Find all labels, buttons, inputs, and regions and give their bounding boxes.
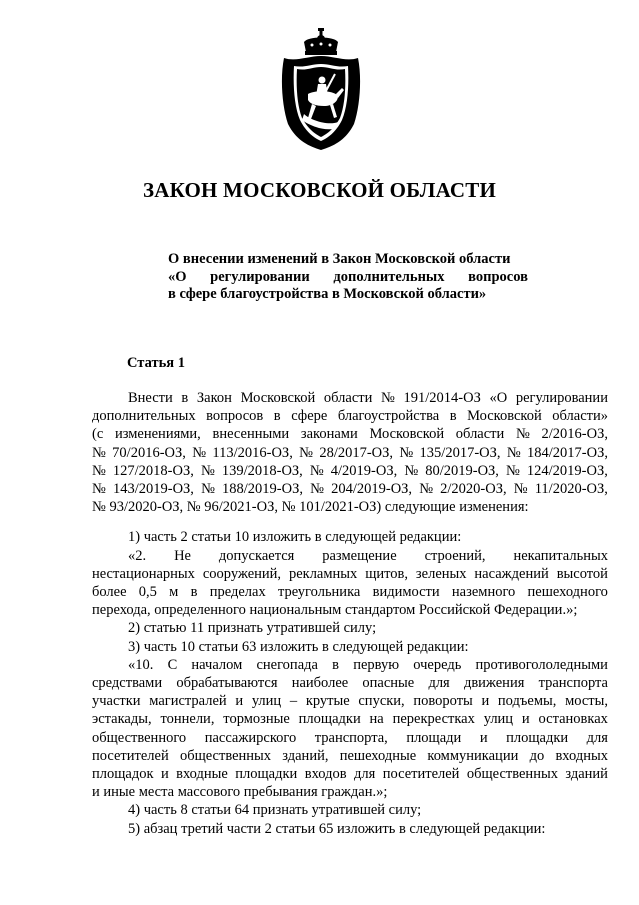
word: до <box>529 747 545 764</box>
word: некапитальных <box>513 547 608 564</box>
intro-line: № 93/2020-ОЗ, № 96/2021-ОЗ, № 101/2021-ОЗ) следующие изменения: <box>92 499 529 516</box>
word: 28/2017-ОЗ, <box>319 444 394 461</box>
word: Внести <box>128 390 173 406</box>
word: пределах <box>209 584 266 601</box>
word: № <box>419 481 434 498</box>
word: № <box>506 444 521 461</box>
word: – <box>289 693 298 710</box>
word: транспорта, <box>314 729 388 746</box>
item-2: 2) статью 11 признать утратившей силу; <box>128 620 377 637</box>
quote-line <box>92 765 608 783</box>
word: площадки <box>506 729 569 746</box>
word: и <box>521 711 530 728</box>
word: внесенными <box>212 426 290 443</box>
word: входные <box>176 766 228 783</box>
word: законами <box>300 426 358 443</box>
word: С <box>167 656 178 673</box>
word: в <box>332 656 339 673</box>
subject-line-3: в сфере благоустройства в Московской области» <box>168 286 487 302</box>
article-heading: Статья 1 <box>127 355 185 371</box>
word: движения <box>463 675 525 692</box>
word: 2/2016-ОЗ, <box>541 426 608 443</box>
word: строений, <box>424 547 486 564</box>
word: площадки <box>298 711 361 728</box>
word: дополнительных <box>92 408 196 425</box>
word: тоннели, <box>160 711 215 728</box>
subject-line-2 <box>168 269 528 287</box>
word: № <box>513 481 528 498</box>
word: рекламных <box>288 565 358 582</box>
word: нестационарных <box>92 565 195 582</box>
word: обрабатываются <box>176 675 278 692</box>
item-3: 3) часть 10 статьи 63 изложить в следующей редакции: <box>128 638 469 655</box>
word: 4/2019-ОЗ, <box>330 462 398 479</box>
word: «2. <box>128 547 147 564</box>
item-5: 5) абзац третий части 2 статьи 65 изложить в следующей редакции: <box>128 820 546 837</box>
word: очередь <box>413 656 462 673</box>
subject-line-1: О внесении изменений в Закон Московской области <box>168 251 511 267</box>
word: наземного <box>451 584 516 601</box>
word: и <box>481 693 490 710</box>
item-1: 1) часть 2 статьи 10 изложить в следующей редакции: <box>128 529 462 546</box>
word: спуски, <box>358 693 405 710</box>
word: допускается <box>218 547 295 564</box>
document-title: ЗАКОН МОСКОВСКОЙ ОБЛАСТИ <box>142 178 497 202</box>
law-subject <box>168 251 528 304</box>
word: снегопада <box>256 656 318 673</box>
word: участки <box>92 693 141 710</box>
word: № <box>299 444 313 461</box>
quote-line <box>92 656 608 674</box>
word: магистралей <box>149 693 227 710</box>
word: общественных <box>466 766 558 783</box>
word: площадки <box>235 766 298 783</box>
word: зданий <box>565 766 608 783</box>
word: коммуникации <box>427 747 519 764</box>
word: зданий, <box>282 747 329 764</box>
word: Московской <box>467 408 542 425</box>
word: № <box>404 462 419 479</box>
quote-line <box>92 547 608 565</box>
word: № <box>309 462 324 479</box>
word: видимости <box>372 584 440 601</box>
word: «10. <box>128 656 154 673</box>
word: № <box>506 462 520 479</box>
intro-line <box>92 480 608 498</box>
word: для <box>586 729 608 746</box>
word: вопросов <box>206 408 264 425</box>
word: началом <box>191 656 243 673</box>
word: входов <box>304 766 347 783</box>
word: 127/2018-ОЗ, <box>112 462 194 479</box>
intro-line <box>92 462 608 480</box>
word: пешеходные <box>339 747 417 764</box>
word: регулировании <box>515 390 608 406</box>
word: м <box>169 584 179 601</box>
word: в <box>181 390 189 406</box>
word: тормозные <box>223 711 290 728</box>
word: площади <box>406 729 462 746</box>
word: первую <box>353 656 400 673</box>
word: подъемы, <box>497 693 557 710</box>
word: 80/2019-ОЗ, <box>425 462 499 479</box>
word: Московской <box>369 426 445 443</box>
word: общественных <box>179 747 272 764</box>
word: 2/2020-ОЗ, <box>440 481 507 498</box>
word: в <box>449 408 457 425</box>
word: размещение <box>322 547 397 564</box>
intro-line <box>92 425 608 443</box>
word: № <box>92 444 106 461</box>
intro-line <box>92 444 608 462</box>
subject-word: «О <box>168 268 187 285</box>
word: № <box>399 444 414 461</box>
word: сфере <box>291 408 328 425</box>
word: более <box>92 584 127 601</box>
word: 143/2019-ОЗ, <box>112 481 194 498</box>
word: № <box>200 462 215 479</box>
word: № <box>515 426 530 443</box>
word: зеленых <box>415 565 467 582</box>
word: «О <box>489 390 508 406</box>
word: Московской <box>240 390 316 406</box>
word: посетителей <box>382 766 460 783</box>
coat-of-arms-icon <box>278 28 364 152</box>
word: 124/2019-ОЗ, <box>526 462 608 479</box>
word: высотой <box>556 565 608 582</box>
word: треугольника <box>277 584 361 601</box>
word: 191/2014-ОЗ <box>403 390 481 406</box>
word: благоустройства <box>337 408 440 425</box>
word: средствами <box>92 675 163 692</box>
word: улиц <box>483 711 514 728</box>
word: транспорта <box>538 675 608 692</box>
word: № <box>381 390 395 406</box>
word: в <box>273 408 281 425</box>
word: площадок <box>92 766 154 783</box>
word: № <box>310 481 324 498</box>
word: наиболее <box>291 675 349 692</box>
subject-word: вопросов <box>468 268 528 285</box>
quote-line <box>92 692 608 710</box>
word: посетителей <box>92 747 169 764</box>
word: на <box>369 711 384 728</box>
word: 139/2018-ОЗ, <box>221 462 303 479</box>
word: сооружений, <box>202 565 282 582</box>
word: 11/2020-ОЗ, <box>534 481 608 498</box>
intro-line <box>92 407 608 425</box>
word: противогололедными <box>475 656 608 673</box>
subject-word: регулировании <box>210 268 310 285</box>
word: № <box>201 481 215 498</box>
quote-line <box>92 710 608 728</box>
quote-line <box>92 729 608 747</box>
word: области <box>323 390 373 406</box>
word: (с <box>92 426 104 443</box>
word: Не <box>174 547 191 564</box>
word: 70/2016-ОЗ, <box>112 444 186 461</box>
item-4: 4) часть 8 статьи 64 признать утратившей силу; <box>128 802 422 819</box>
quote-line <box>92 583 608 601</box>
word: повороты <box>413 693 473 710</box>
quote-line <box>92 674 608 692</box>
word: № <box>192 444 207 461</box>
word: насаждений <box>474 565 549 582</box>
word: Закон <box>196 390 232 406</box>
subject-word: дополнительных <box>333 268 445 285</box>
article-body <box>92 389 608 838</box>
word: пешеходного <box>527 584 608 601</box>
word: области» <box>552 408 608 425</box>
word: пассажирского <box>204 729 297 746</box>
word: улиц <box>251 693 282 710</box>
word: изменениями, <box>114 426 201 443</box>
word: остановках <box>538 711 608 728</box>
word: щитов, <box>365 565 409 582</box>
quote-line <box>92 565 608 583</box>
intro-line <box>92 389 608 407</box>
word: эстакады, <box>92 711 152 728</box>
word: 204/2019-ОЗ, <box>331 481 413 498</box>
word: и <box>160 766 169 783</box>
quote-line <box>92 747 608 765</box>
word: для <box>428 675 450 692</box>
word: в <box>190 584 198 601</box>
quote-line: и иные места массового пребывания граждан.»; <box>92 784 388 801</box>
word: общественного <box>92 729 187 746</box>
word: 113/2016-ОЗ, <box>212 444 293 461</box>
word: входных <box>555 747 608 764</box>
word: № <box>92 462 106 479</box>
word: № <box>92 481 106 498</box>
word: 135/2017-ОЗ, <box>419 444 501 461</box>
word: 0,5 <box>138 584 157 601</box>
word: перекрестках <box>392 711 475 728</box>
quote-line: перехода, определенного национальным стандартом Российской Федерации.»; <box>92 602 578 619</box>
word: 188/2019-ОЗ, <box>222 481 303 498</box>
word: и <box>235 693 244 710</box>
word: крутые <box>305 693 350 710</box>
word: и <box>479 729 488 746</box>
word: мосты, <box>565 693 608 710</box>
word: опасные <box>362 675 415 692</box>
word: для <box>354 766 376 783</box>
word: области <box>455 426 505 443</box>
word: 184/2017-ОЗ, <box>527 444 608 461</box>
